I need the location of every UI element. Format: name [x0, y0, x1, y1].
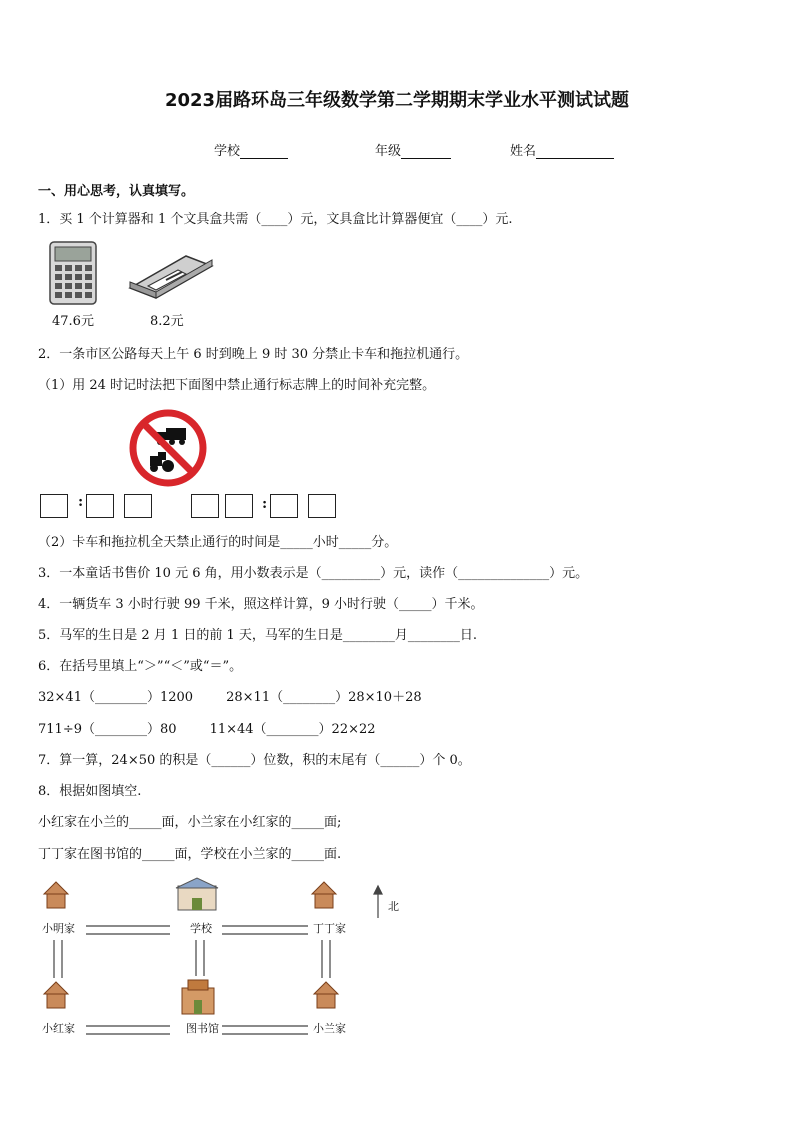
map-label-north: 北: [388, 900, 399, 913]
grade-field[interactable]: [375, 140, 451, 159]
question-8: 8．根据如图填空.: [38, 784, 142, 799]
end-hour-box-1[interactable]: [191, 494, 219, 518]
question-7: 7．算一算，24×50 的积是（______）位数，积的末尾有（______）个 0。: [38, 753, 471, 768]
question-2: 2．一条市区公路每天上午 6 时到晚上 9 时 30 分禁止卡车和拖拉机通行。: [38, 347, 469, 362]
question-3: 3．一本童话书售价 10 元 6 角，用小数表示是（_________）元，读作（______________）元。: [38, 566, 589, 581]
name-label: 姓名: [510, 144, 537, 159]
name-field[interactable]: [510, 140, 614, 159]
house-icon: [314, 982, 338, 1008]
section-heading: 一、用心思考，认真填写。: [38, 184, 195, 199]
house-icon: [44, 982, 68, 1008]
school-icon: [176, 878, 218, 910]
name-blank[interactable]: [536, 146, 614, 159]
map-label-xiaoming: 小明家: [42, 922, 75, 935]
end-minute-box-2[interactable]: [308, 494, 336, 518]
north-arrow-icon: [374, 886, 382, 918]
school-label: 学校: [214, 144, 241, 159]
question-4: 4．一辆货车 3 小时行驶 99 千米，照这样计算，9 小时行驶（_____）千米。: [38, 597, 484, 612]
map-label-xiaolan: 小兰家: [313, 1022, 346, 1035]
map-label-library: 图书馆: [186, 1022, 219, 1035]
end-hour-box-2[interactable]: [225, 494, 253, 518]
map-label-xiaohong: 小红家: [42, 1022, 75, 1035]
question-1: 1．买 1 个计算器和 1 个文具盒共需（____）元，文具盒比计算器便宜（____）元.: [38, 212, 513, 227]
start-minute-box-1[interactable]: [86, 494, 114, 518]
question-6: 6．在括号里填上“＞”“＜”或“＝”。: [38, 659, 243, 674]
pencil-box-price: 8.2元: [150, 314, 184, 329]
start-hour-box[interactable]: [40, 494, 68, 518]
calculator-price: 47.6元: [52, 314, 94, 329]
direction-map: [36, 876, 416, 1046]
question-6-row-2: 711÷9（________）80 11×44（________）22×22: [38, 722, 376, 737]
grade-blank[interactable]: [401, 146, 451, 159]
school-field[interactable]: [214, 140, 288, 159]
start-minute-box-2[interactable]: [124, 494, 152, 518]
grade-label: 年级: [375, 144, 402, 159]
question-5: 5．马军的生日是 2 月 1 日的前 1 天，马军的生日是________月________日.: [38, 628, 478, 643]
library-icon: [182, 980, 214, 1014]
house-icon: [44, 882, 68, 908]
no-trucks-sign-icon: [128, 408, 208, 488]
question-8-line-1: 小红家在小兰的_____面，小兰家在小红家的_____面;: [38, 815, 342, 830]
map-label-school: 学校: [190, 922, 212, 935]
question-6-row-1: 32×41（________）1200 28×11（________）28×10＋28: [38, 690, 422, 705]
house-icon: [312, 882, 336, 908]
question-2-1: （1）用 24 时记时法把下面图中禁止通行标志牌上的时间补充完整。: [38, 378, 436, 393]
question-2-2: （2）卡车和拖拉机全天禁止通行的时间是_____小时_____分。: [38, 535, 398, 550]
page-title: 2023届路环岛三年级数学第二学期期末学业水平测试试题: [164, 90, 630, 111]
calculator-image: [48, 240, 100, 308]
pencil-box-image: [126, 250, 216, 300]
map-label-dingding: 丁丁家: [313, 922, 346, 935]
question-8-line-2: 丁丁家在图书馆的_____面，学校在小兰家的_____面.: [38, 847, 342, 862]
end-minute-box-1[interactable]: [270, 494, 298, 518]
school-blank[interactable]: [240, 146, 288, 159]
